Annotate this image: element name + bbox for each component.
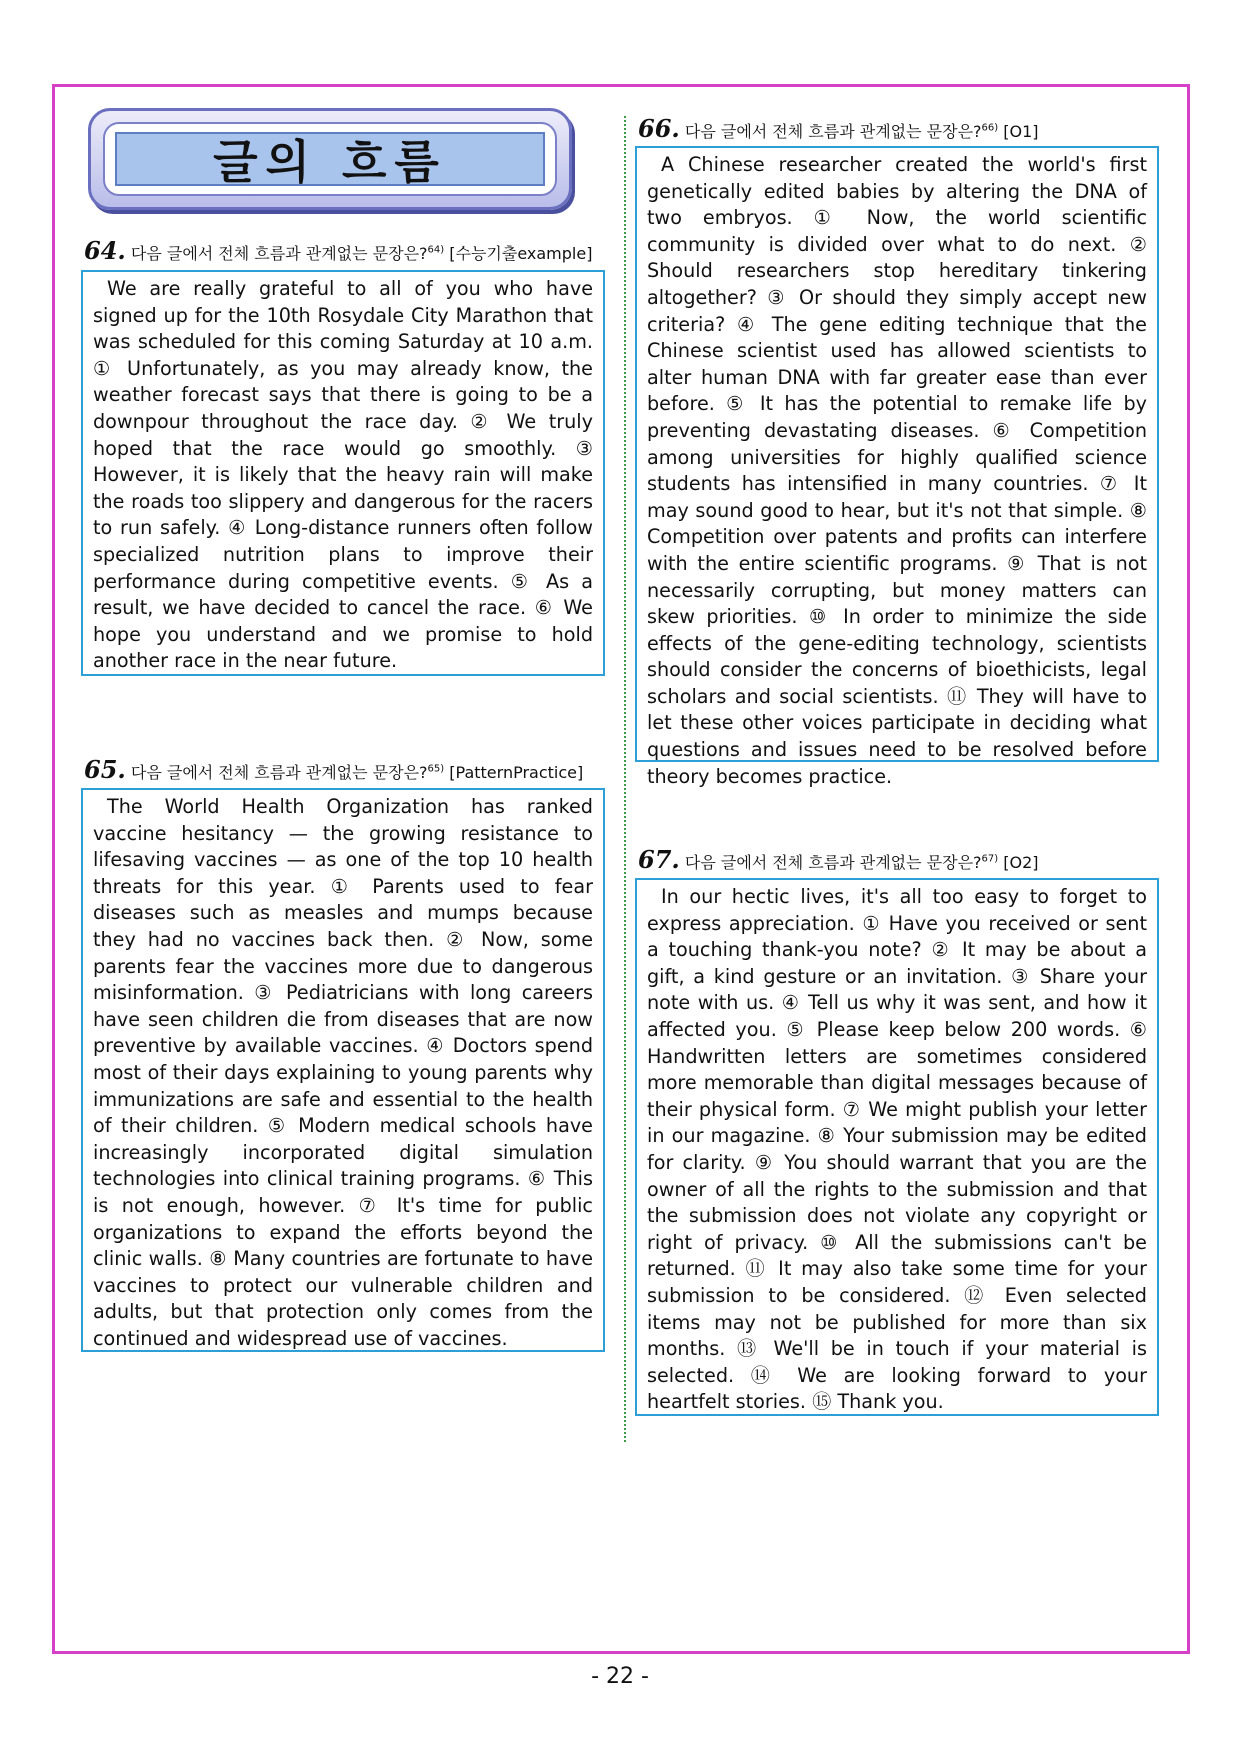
section-title: 글의 흐름 [213, 135, 447, 189]
column-divider [624, 116, 626, 1442]
question-number: 67. [638, 845, 680, 874]
question-ref: 67) [981, 853, 999, 865]
question-prompt: 다음 글에서 전체 흐름과 관계없는 문장은? [684, 122, 982, 141]
question-ref: 66) [981, 122, 999, 134]
question-ref: 65) [427, 763, 445, 775]
question-64-passage [81, 270, 605, 676]
question-number: 66. [638, 114, 680, 143]
page-number: - 22 - [591, 1664, 649, 1689]
question-number: 64. [84, 236, 126, 265]
question-ref: 64) [427, 244, 445, 256]
question-prompt: 다음 글에서 전체 흐름과 관계없는 문장은? [684, 853, 982, 872]
question-tag: [O2] [1003, 853, 1039, 872]
question-67-header [638, 845, 1039, 874]
passage-text: In our hectic lives, it's all too easy to forget to express appreciation. ① Have you received or sent a touching thank-you note? ② It may be about a gift, a kind gesture or an invitation. ③ Share your note with us. ④ Tell us why it was sent, and how it affected you. ⑤ Please keep below 200 words. ⑥ Handwritten letters are sometimes considered more memorable than digital messages because of their physical form. ⑦ We might publish your letter in our magazine. ⑧ Your submission may be edited for clarity. ⑨ You should warrant that you are the owner of all the rights to the submission and that the submission does not violate any copyright or right of privacy. ⑩ All the submissions can't be returned. ⑪ It may also take some time for your submission to be considered. ⑫ Even selected items may not be published for more than six months. ⑬ We'll be in touch if your material is selected. ⑭ We are looking forward to your heartfelt stories. ⑮ Thank you. [647, 885, 1147, 1414]
question-65-header [84, 755, 583, 784]
passage-text: A Chinese researcher created the world's first genetically edited babies by altering the DNA of two embryos. ① Now, the world scientific community is divided over what to do next. ② Should researchers stop hereditary tinkering altogether? ③ Or should they simply accept new criteria? ④ The gene editing technique that the Chinese scientist used has allowed scientists to alter human DNA with far greater ease than ever before. ⑤ It has the potential to remake life by preventing devastating diseases. ⑥ Competition among universities for highly qualified science students has intensified in many countries. ⑦ It may sound good to hear, but it's not that simple. ⑧ Competition over patents and profits can interfere with the entire scientific programs. ⑨ That is not necessarily corrupting, but money matters can skew priorities. ⑩ In order to minimize the side effects of the gene-editing technology, scientists should consider the concerns of bioethicists, legal scholars and social scientists. ⑪ They will have to let these other voices participate in deciding what questions and issues need to be resolved before theory becomes practice. [647, 153, 1147, 788]
question-prompt: 다음 글에서 전체 흐름과 관계없는 문장은? [130, 244, 428, 263]
question-number: 65. [84, 755, 126, 784]
question-66-passage [635, 146, 1159, 788]
question-tag: [O1] [1003, 122, 1039, 141]
passage-text: We are really grateful to all of you who have signed up for the 10th Rosydale City Marathon that was scheduled for this coming Saturday at 10 a.m. ① Unfortunately, as you may already know, the weather forecast says that there is going to be a downpour throughout the race day. ② We truly hoped that the race would go smoothly. ③ However, it is likely that the heavy rain will make the roads too slippery and dangerous for the racers to run safely. ④ Long-distance runners often follow specialized nutrition plans to improve their performance during competitive events. ⑤ As a result, we have decided to cancel the race. ⑥ We hope you understand and we promise to hold another race in the near future. [93, 277, 593, 673]
question-prompt: 다음 글에서 전체 흐름과 관계없는 문장은? [130, 763, 428, 782]
question-tag: [PatternPractice] [449, 763, 584, 782]
passage-text: The World Health Organization has ranked vaccine hesitancy — the growing resistance to lifesaving vaccines — as one of the top 10 health threats for this year. ① Parents used to fear diseases such as measles and mumps because they had no vaccines back then. ② Now, some parents fear the vaccines more due to dangerous misinformation. ③ Pediatricians with long careers have seen children die from diseases that are now preventive by available vaccines. ④ Doctors spend most of their days explaining to young parents why immunizations are safe and essential to the health of their children. ⑤ Modern medical schools have increasingly incorporated digital simulation technologies into clinical training programs. ⑥ This is not enough, however. ⑦ It's time for public organizations to expand the efforts beyond the clinic walls. ⑧ Many countries are fortunate to have vaccines to protect our vulnerable children and adults, but that protection only comes from the continued and widespread use of vaccines. [93, 795, 593, 1350]
question-66-header [638, 114, 1039, 143]
question-67-passage [635, 878, 1159, 1416]
section-banner [88, 108, 572, 210]
question-64-header [84, 236, 592, 265]
question-65-passage [81, 788, 605, 1352]
question-tag: [수능기출example] [449, 244, 593, 263]
